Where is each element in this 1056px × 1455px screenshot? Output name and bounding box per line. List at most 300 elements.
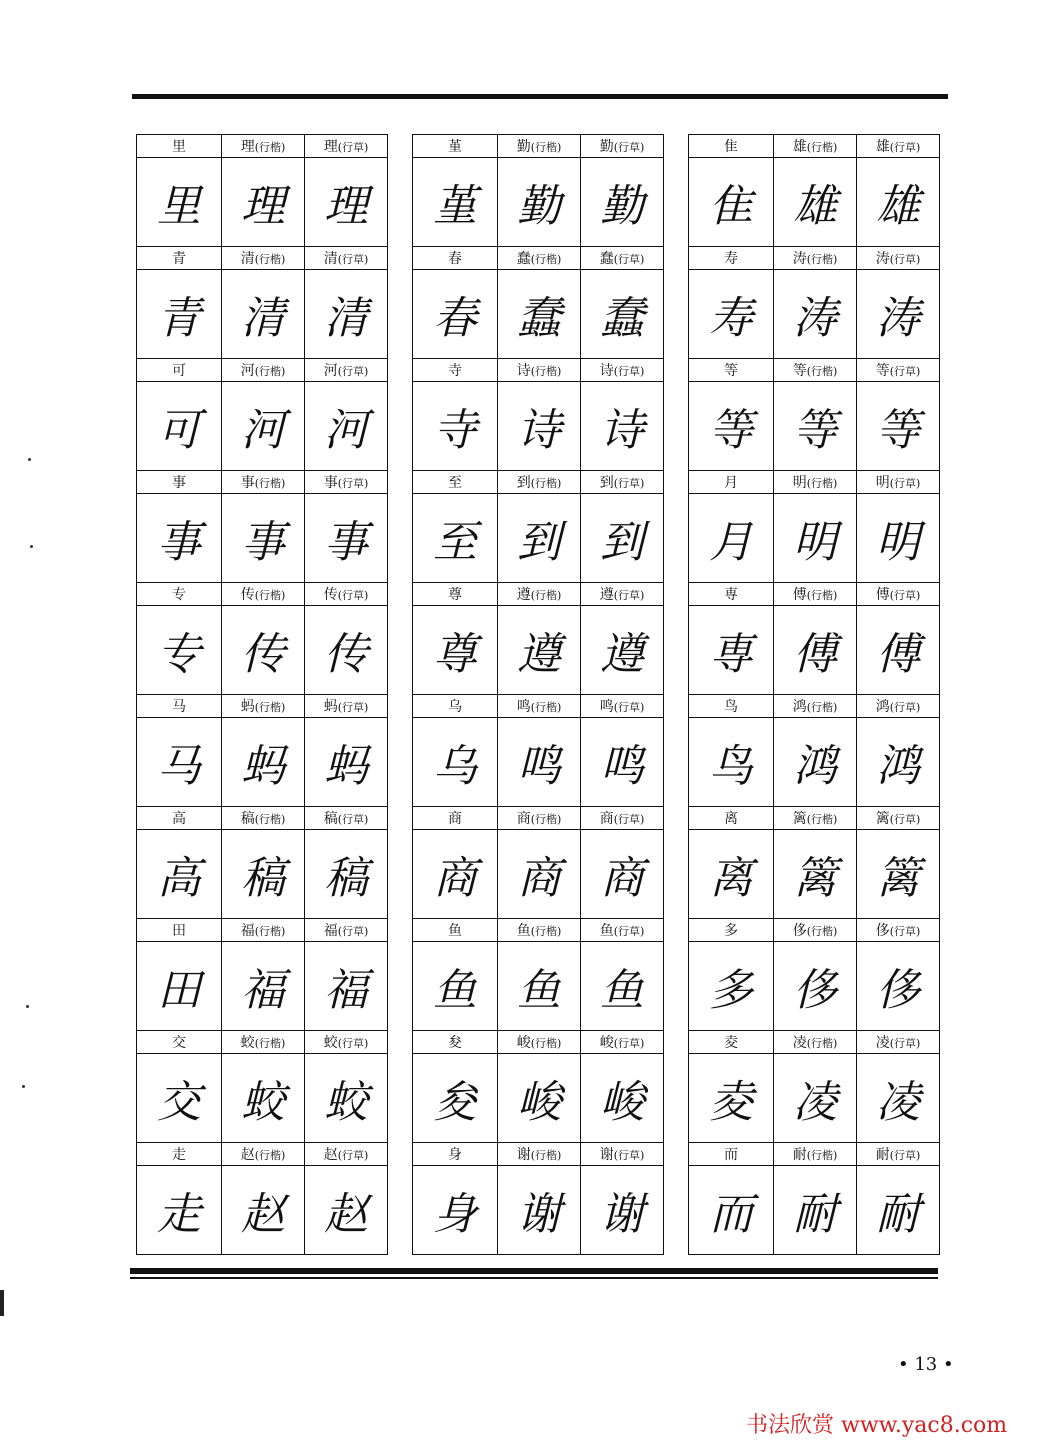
char-text: 商 (599, 811, 614, 827)
char-text: 明 (875, 475, 890, 491)
kai-label (774, 1031, 857, 1054)
cao-glyph: 鸿 (857, 718, 940, 807)
radical-glyph: 青 (137, 270, 222, 359)
kai-glyph: 鸣 (498, 718, 581, 807)
kai-label (498, 135, 581, 158)
char-block-1 (136, 134, 388, 1242)
kai-glyph: 傅 (774, 606, 857, 695)
radical-glyph: 寺 (413, 382, 498, 471)
kai-glyph: 雄 (774, 158, 857, 247)
cao-label (305, 359, 388, 382)
style-note: (行草) (337, 477, 369, 490)
cao-glyph: 侈 (857, 942, 940, 1031)
kai-glyph: 蛟 (222, 1054, 305, 1143)
radical-glyph: 身 (413, 1166, 498, 1255)
char-text: 到 (599, 475, 614, 491)
style-note: (行草) (613, 813, 645, 826)
kai-label (222, 1031, 305, 1054)
glyph-row (137, 830, 388, 919)
radical-label: 事 (137, 471, 222, 494)
glyph-row (689, 158, 940, 247)
glyph-row (137, 606, 388, 695)
glyph-row (137, 382, 388, 471)
kai-label (498, 583, 581, 606)
char-text: 事 (323, 475, 338, 491)
char-text: 凌 (875, 1035, 890, 1051)
header-row (413, 583, 664, 606)
cao-label (857, 807, 940, 830)
char-text: 福 (240, 923, 255, 939)
cao-glyph: 商 (581, 830, 664, 919)
char-text: 传 (323, 587, 338, 603)
char-text: 鱼 (516, 923, 531, 939)
watermark: 书法欣赏 www.yac8.com (746, 1413, 1008, 1438)
cao-label (857, 1143, 940, 1166)
cao-label (305, 1143, 388, 1166)
cao-label (857, 359, 940, 382)
cao-label (305, 471, 388, 494)
cao-glyph: 福 (305, 942, 388, 1031)
radical-label: 商 (413, 807, 498, 830)
char-text: 涛 (792, 251, 807, 267)
header-row (689, 807, 940, 830)
char-table (412, 134, 664, 1255)
char-text: 侈 (792, 923, 807, 939)
radical-glyph: 月 (689, 494, 774, 583)
radical-label: 専 (689, 583, 774, 606)
radical-label: 尊 (413, 583, 498, 606)
header-row (413, 135, 664, 158)
glyph-row (137, 270, 388, 359)
radical-glyph: 至 (413, 494, 498, 583)
kai-label (774, 247, 857, 270)
cao-label (305, 695, 388, 718)
glyph-row (413, 1166, 664, 1255)
char-text: 蚂 (240, 699, 255, 715)
style-note: (行楷) (806, 925, 838, 938)
cao-glyph: 蛟 (305, 1054, 388, 1143)
top-rule (132, 94, 948, 99)
glyph-row (137, 942, 388, 1031)
char-text: 赵 (323, 1147, 338, 1163)
glyph-row (689, 1054, 940, 1143)
header-row (689, 359, 940, 382)
style-note: (行草) (889, 477, 921, 490)
kai-label (222, 471, 305, 494)
kai-label (222, 583, 305, 606)
style-note: (行楷) (530, 925, 562, 938)
char-text: 傅 (875, 587, 890, 603)
char-table (136, 134, 388, 1255)
style-note: (行楷) (530, 1149, 562, 1162)
style-note: (行草) (337, 1149, 369, 1162)
radical-label: 身 (413, 1143, 498, 1166)
kai-label (774, 471, 857, 494)
header-row (137, 247, 388, 270)
radical-glyph: 夋 (413, 1054, 498, 1143)
header-row (689, 583, 940, 606)
char-text: 赵 (240, 1147, 255, 1163)
cao-label (305, 1031, 388, 1054)
radical-label: 田 (137, 919, 222, 942)
radical-label: 离 (689, 807, 774, 830)
bottom-rule-thin (130, 1277, 938, 1279)
page-number: • 13 • (898, 1354, 954, 1375)
char-text: 河 (323, 363, 338, 379)
kai-label (498, 1031, 581, 1054)
style-note: (行草) (889, 925, 921, 938)
style-note: (行草) (613, 701, 645, 714)
header-row (689, 1031, 940, 1054)
style-note: (行草) (613, 589, 645, 602)
scan-edge-mark (0, 1290, 4, 1316)
radical-label: 寺 (413, 359, 498, 382)
style-note: (行楷) (530, 813, 562, 826)
glyph-row (413, 830, 664, 919)
style-note: (行楷) (806, 701, 838, 714)
cao-glyph: 到 (581, 494, 664, 583)
radical-label: 乌 (413, 695, 498, 718)
radical-glyph: 专 (137, 606, 222, 695)
style-note: (行草) (337, 1037, 369, 1050)
style-note: (行草) (337, 141, 369, 154)
cao-glyph: 鱼 (581, 942, 664, 1031)
style-note: (行草) (613, 253, 645, 266)
cao-label (581, 1143, 664, 1166)
kai-label (774, 583, 857, 606)
header-row (689, 919, 940, 942)
style-note: (行草) (613, 477, 645, 490)
style-note: (行楷) (254, 253, 286, 266)
kai-label (774, 807, 857, 830)
radical-label: 等 (689, 359, 774, 382)
cao-glyph: 篱 (857, 830, 940, 919)
kai-glyph: 鸿 (774, 718, 857, 807)
style-note: (行楷) (254, 925, 286, 938)
radical-glyph: 马 (137, 718, 222, 807)
char-text: 河 (240, 363, 255, 379)
cao-label (581, 247, 664, 270)
header-row (137, 807, 388, 830)
char-text: 诗 (599, 363, 614, 379)
cao-label (305, 247, 388, 270)
kai-glyph: 理 (222, 158, 305, 247)
cao-label (857, 583, 940, 606)
header-row (137, 471, 388, 494)
kai-glyph: 遵 (498, 606, 581, 695)
radical-glyph: 隹 (689, 158, 774, 247)
header-row (137, 135, 388, 158)
char-text: 鸿 (792, 699, 807, 715)
style-note: (行楷) (806, 1149, 838, 1162)
style-note: (行楷) (806, 253, 838, 266)
cao-glyph: 鸣 (581, 718, 664, 807)
char-text: 清 (323, 251, 338, 267)
style-note: (行楷) (530, 253, 562, 266)
style-note: (行草) (889, 1037, 921, 1050)
scan-speck (30, 545, 33, 548)
radical-label: 可 (137, 359, 222, 382)
char-text: 鸿 (875, 699, 890, 715)
style-note: (行楷) (254, 813, 286, 826)
kai-label (222, 359, 305, 382)
radical-glyph: 里 (137, 158, 222, 247)
cao-label (581, 695, 664, 718)
radical-glyph: 春 (413, 270, 498, 359)
glyph-row (137, 494, 388, 583)
kai-label (222, 247, 305, 270)
header-row (413, 471, 664, 494)
style-note: (行草) (337, 925, 369, 938)
header-row (137, 583, 388, 606)
cao-glyph: 谢 (581, 1166, 664, 1255)
kai-glyph: 蚂 (222, 718, 305, 807)
style-note: (行楷) (254, 365, 286, 378)
kai-glyph: 传 (222, 606, 305, 695)
kai-glyph: 耐 (774, 1166, 857, 1255)
glyph-row (137, 718, 388, 807)
radical-label: 至 (413, 471, 498, 494)
kai-glyph: 河 (222, 382, 305, 471)
style-note: (行楷) (254, 1037, 286, 1050)
char-text: 傅 (792, 587, 807, 603)
style-note: (行草) (613, 141, 645, 154)
char-text: 明 (792, 475, 807, 491)
radical-label: 多 (689, 919, 774, 942)
char-text: 凌 (792, 1035, 807, 1051)
header-row (137, 1143, 388, 1166)
radical-label: 高 (137, 807, 222, 830)
kai-label (222, 1143, 305, 1166)
glyph-row (413, 382, 664, 471)
radical-label: 马 (137, 695, 222, 718)
kai-glyph: 峻 (498, 1054, 581, 1143)
radical-glyph: 离 (689, 830, 774, 919)
cao-label (581, 359, 664, 382)
char-text: 篱 (792, 811, 807, 827)
radical-label: 夌 (689, 1031, 774, 1054)
style-note: (行楷) (530, 589, 562, 602)
header-row (689, 247, 940, 270)
char-text: 稿 (240, 811, 255, 827)
style-note: (行草) (889, 701, 921, 714)
cao-label (305, 807, 388, 830)
header-row (689, 471, 940, 494)
style-note: (行草) (889, 253, 921, 266)
radical-glyph: 多 (689, 942, 774, 1031)
cao-label (857, 1031, 940, 1054)
cao-label (581, 919, 664, 942)
glyph-row (689, 718, 940, 807)
kai-glyph: 商 (498, 830, 581, 919)
kai-glyph: 涛 (774, 270, 857, 359)
radical-glyph: 夌 (689, 1054, 774, 1143)
header-row (413, 807, 664, 830)
style-note: (行草) (889, 1149, 921, 1162)
cao-glyph: 傅 (857, 606, 940, 695)
style-note: (行草) (613, 925, 645, 938)
style-note: (行草) (889, 589, 921, 602)
radical-glyph: 尊 (413, 606, 498, 695)
char-text: 峻 (599, 1035, 614, 1051)
glyph-row (137, 1166, 388, 1255)
char-text: 勤 (599, 139, 614, 155)
radical-glyph: 走 (137, 1166, 222, 1255)
radical-glyph: 而 (689, 1166, 774, 1255)
char-text: 涛 (875, 251, 890, 267)
kai-glyph: 鱼 (498, 942, 581, 1031)
radical-label: 寿 (689, 247, 774, 270)
header-row (413, 695, 664, 718)
char-text: 遵 (599, 587, 614, 603)
cao-glyph: 峻 (581, 1054, 664, 1143)
char-text: 到 (516, 475, 531, 491)
char-text: 商 (516, 811, 531, 827)
cao-glyph: 事 (305, 494, 388, 583)
glyph-row (413, 606, 664, 695)
char-text: 理 (240, 139, 255, 155)
radical-label: 月 (689, 471, 774, 494)
radical-label: 鱼 (413, 919, 498, 942)
kai-label (222, 695, 305, 718)
kai-glyph: 谢 (498, 1166, 581, 1255)
kai-label (774, 135, 857, 158)
cao-label (581, 471, 664, 494)
char-text: 鸣 (516, 699, 531, 715)
kai-label (774, 919, 857, 942)
kai-glyph: 明 (774, 494, 857, 583)
char-text: 谢 (599, 1147, 614, 1163)
radical-glyph: 鸟 (689, 718, 774, 807)
style-note: (行草) (889, 365, 921, 378)
radical-glyph: 等 (689, 382, 774, 471)
header-row (137, 359, 388, 382)
char-text: 侈 (875, 923, 890, 939)
char-text: 鱼 (599, 923, 614, 939)
char-text: 事 (240, 475, 255, 491)
style-note: (行楷) (530, 477, 562, 490)
cao-label (857, 695, 940, 718)
cao-glyph: 耐 (857, 1166, 940, 1255)
cao-label (857, 135, 940, 158)
char-text: 蛟 (323, 1035, 338, 1051)
style-note: (行楷) (530, 365, 562, 378)
style-note: (行楷) (806, 589, 838, 602)
style-note: (行楷) (530, 701, 562, 714)
char-text: 鸣 (599, 699, 614, 715)
cao-glyph: 勤 (581, 158, 664, 247)
header-row (689, 135, 940, 158)
style-note: (行草) (613, 1149, 645, 1162)
kai-glyph: 蠢 (498, 270, 581, 359)
style-note: (行楷) (530, 141, 562, 154)
radical-glyph: 鱼 (413, 942, 498, 1031)
style-note: (行楷) (806, 1037, 838, 1050)
kai-glyph: 等 (774, 382, 857, 471)
char-text: 峻 (516, 1035, 531, 1051)
style-note: (行草) (337, 253, 369, 266)
cao-label (305, 919, 388, 942)
kai-glyph: 侈 (774, 942, 857, 1031)
radical-label: 鸟 (689, 695, 774, 718)
glyph-row (689, 494, 940, 583)
style-note: (行楷) (806, 813, 838, 826)
radical-glyph: 可 (137, 382, 222, 471)
char-text: 诗 (516, 363, 531, 379)
style-note: (行楷) (254, 477, 286, 490)
radical-label: 而 (689, 1143, 774, 1166)
glyph-row (413, 942, 664, 1031)
radical-label: 夋 (413, 1031, 498, 1054)
cao-glyph: 蚂 (305, 718, 388, 807)
glyph-row (689, 830, 940, 919)
style-note: (行楷) (806, 141, 838, 154)
kai-glyph: 稿 (222, 830, 305, 919)
radical-glyph: 堇 (413, 158, 498, 247)
style-note: (行楷) (254, 589, 286, 602)
radical-glyph: 交 (137, 1054, 222, 1143)
style-note: (行草) (337, 813, 369, 826)
char-text: 蛟 (240, 1035, 255, 1051)
header-row (137, 1031, 388, 1054)
header-row (413, 359, 664, 382)
style-note: (行草) (337, 589, 369, 602)
radical-label: 青 (137, 247, 222, 270)
kai-glyph: 诗 (498, 382, 581, 471)
char-text: 蠢 (516, 251, 531, 267)
glyph-row (689, 270, 940, 359)
glyph-row (413, 1054, 664, 1143)
glyph-row (689, 1166, 940, 1255)
char-text: 谢 (516, 1147, 531, 1163)
char-text: 篱 (875, 811, 890, 827)
cao-label (581, 807, 664, 830)
style-note: (行草) (889, 141, 921, 154)
kai-glyph: 凌 (774, 1054, 857, 1143)
radical-glyph: 寿 (689, 270, 774, 359)
cao-label (857, 919, 940, 942)
char-block-3 (688, 134, 940, 1242)
char-text: 耐 (875, 1147, 890, 1163)
kai-glyph: 到 (498, 494, 581, 583)
header-row (137, 695, 388, 718)
style-note: (行草) (337, 701, 369, 714)
cao-label (305, 135, 388, 158)
cao-glyph: 明 (857, 494, 940, 583)
cao-label (305, 583, 388, 606)
kai-label (774, 359, 857, 382)
radical-label: 交 (137, 1031, 222, 1054)
style-note: (行草) (337, 365, 369, 378)
cao-glyph: 理 (305, 158, 388, 247)
kai-label (774, 695, 857, 718)
kai-label (498, 247, 581, 270)
glyph-row (137, 1054, 388, 1143)
scan-speck (22, 1085, 25, 1088)
cao-label (581, 1031, 664, 1054)
header-row (413, 1031, 664, 1054)
cao-glyph: 雄 (857, 158, 940, 247)
scan-speck (28, 458, 31, 461)
kai-glyph: 事 (222, 494, 305, 583)
kai-label (498, 471, 581, 494)
style-note: (行楷) (254, 1149, 286, 1162)
radical-glyph: 田 (137, 942, 222, 1031)
char-text: 耐 (792, 1147, 807, 1163)
cao-glyph: 等 (857, 382, 940, 471)
header-row (689, 1143, 940, 1166)
radical-glyph: 商 (413, 830, 498, 919)
